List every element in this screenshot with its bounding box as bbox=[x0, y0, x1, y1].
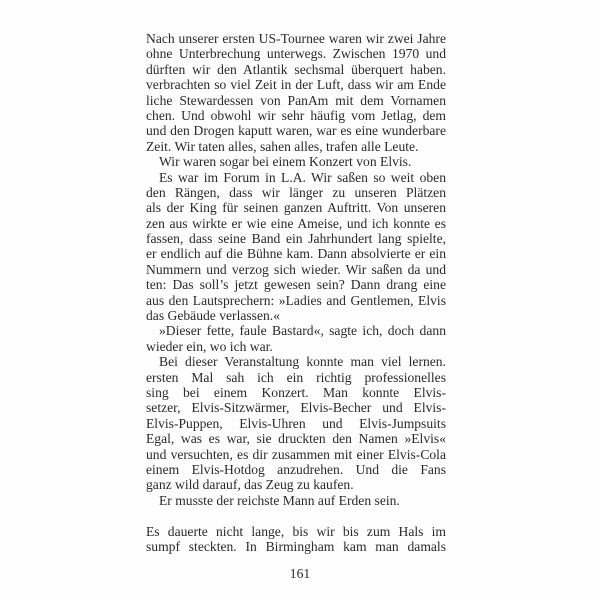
text-line: Nach unserer ersten US-Tournee waren wir zwei Jahre bbox=[146, 31, 446, 46]
text-line: und versuchten, es dir zusammen mit einer Elvis-Cola bbox=[146, 446, 446, 462]
text-line: Bei dieser Veranstaltung konnte man viel lernen. bbox=[159, 354, 446, 370]
text-line: wieder ein, wo ich war. bbox=[146, 338, 273, 354]
text-line: liche Stewardessen von PanAm mit dem Vornamen bbox=[146, 92, 446, 108]
paragraph bbox=[146, 31, 446, 154]
text-line: fassen, dass seine Band ein Jahrhundert lang spielte, bbox=[146, 231, 446, 247]
text-line: Er musste der reichste Mann auf Erden sein. bbox=[159, 492, 400, 508]
text-line: und den Drogen kaputt waren, war es eine wunderbare bbox=[146, 123, 446, 139]
text-line: aus den Lautsprechern: »Ladies and Gentlemen, Elvis bbox=[146, 292, 446, 308]
text-line: zen aus wirkte er wie eine Ameise, und ich konnte es bbox=[146, 215, 446, 231]
text-line: dürften wir den Atlantik sechsmal überquert haben. bbox=[146, 61, 446, 77]
text-line: das Gebäude verlassen.« bbox=[146, 308, 280, 324]
text-line: Elvis-Puppen, Elvis-Uhren und Elvis-Jumpsuits bbox=[146, 415, 446, 431]
text-line: er endlich auf die Bühne kam. Dann absolvierte er ein bbox=[146, 246, 446, 262]
text-line: Nummern und verzog sich wieder. Wir saßen da und bbox=[146, 261, 446, 277]
text-line: Egal, was es war, sie druckten den Namen »Elvis« bbox=[146, 431, 446, 447]
text-line: chen. Und obwohl wir sehr häufig vom Jetlag, dem bbox=[146, 107, 446, 123]
section-break bbox=[146, 508, 446, 523]
text-line: setzer, Elvis-Sitzwärmer, Elvis-Becher und Elvis- bbox=[146, 400, 446, 416]
paragraph bbox=[146, 170, 446, 324]
paragraph bbox=[146, 154, 446, 169]
text-line: sing bei einem Konzert. Man konnte Elvis- bbox=[146, 384, 446, 400]
text-line: ten: Das soll’s jetzt gewesen sein? Dann drang eine bbox=[146, 277, 446, 293]
text-line: ohne Unterbrechung unterwegs. Zwischen 1970 und bbox=[146, 46, 446, 62]
text-line: ganz wild darauf, das Zeug zu kaufen. bbox=[146, 477, 354, 493]
text-line: Zeit. Wir taten alles, sahen alles, trafen alle Leute. bbox=[146, 138, 419, 154]
text-line: Es war im Forum in L.A. Wir saßen so weit oben bbox=[159, 169, 446, 185]
paragraph bbox=[146, 323, 446, 354]
text-line: verbrachten so viel Zeit in der Luft, dass wir am Ende bbox=[146, 77, 446, 93]
text-line: Wir waren sogar bei einem Konzert von Elvis. bbox=[159, 154, 412, 170]
paragraph bbox=[146, 493, 446, 508]
text-line: einem Elvis-Hotdog anzudrehen. Und die Fans bbox=[146, 461, 446, 477]
text-line: den Rängen, dass wir länger zu unseren Plätzen bbox=[146, 184, 446, 200]
text-line: ersten Mal sah ich ein richtig professionelles bbox=[146, 369, 446, 385]
text-line: Es dauerte nicht lange, bis wir bis zum Hals im bbox=[146, 523, 446, 539]
paragraph bbox=[146, 524, 446, 555]
paragraph bbox=[146, 354, 446, 493]
text-line: als der King für seinen ganzen Auftritt. Von unseren bbox=[146, 200, 446, 216]
body-text bbox=[146, 31, 446, 554]
text-line: »Dieser fette, faule Bastard«, sagte ich, doch dann bbox=[159, 323, 446, 339]
page-number: 161 bbox=[289, 566, 311, 581]
text-line: sumpf steckten. In Birmingham kam man damals bbox=[146, 538, 446, 554]
